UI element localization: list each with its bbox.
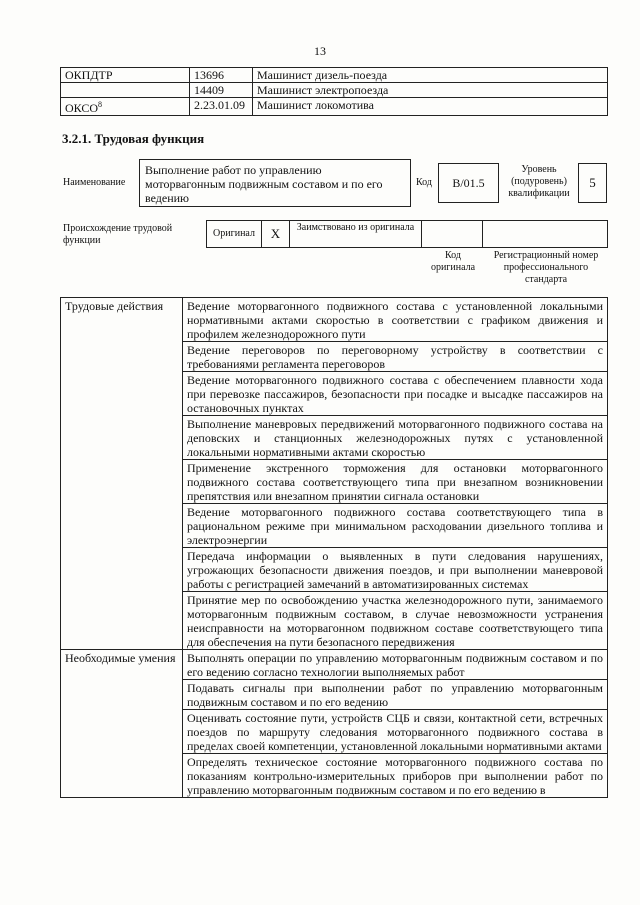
row-item: Принятие мер по освобождению участка железнодорожного пути, занимаемого моторвагонным подвижным составом, в случае невозможности устранения неисправности на моторвагонном подвижном составе соответствующего типа для обеспечения на пути безопасного передвижения: [183, 592, 608, 650]
section-heading: 3.2.1. Трудовая функция: [62, 131, 205, 146]
qualification-level-label: Уровень (подуровень) квалификации: [508, 164, 570, 199]
page-number: 13: [314, 44, 326, 58]
classifier-title: Машинист дизель-поезда: [253, 68, 608, 83]
classifier-code: 14409: [190, 83, 253, 98]
row-item: Применение экстренного торможения для остановки моторвагонного подвижного состава соответствующего типа при внезапном возникновении препятствия или внезапном принятии сигнала остановки: [183, 460, 608, 504]
table-row: [61, 650, 608, 680]
labor-function-table: [60, 297, 608, 798]
row-item: Выполнять операции по управлению моторвагонным подвижным составом и по его ведению согласно технологии выполняемых работ: [183, 650, 608, 680]
row-category: Трудовые действия: [61, 298, 183, 650]
row-item: Выполнение маневровых передвижений моторвагонного подвижного состава на деповских и станционных железнодорожных путях с установленной локальными нормативными актами скоростью: [183, 416, 608, 460]
table-row: [61, 68, 608, 83]
row-item: Подавать сигналы при выполнении работ по управлению моторвагонным подвижным составом и по его ведению: [183, 680, 608, 710]
classifier-name: [61, 83, 190, 98]
footnote-mark: 8: [98, 100, 103, 109]
classifier-code: 2.23.01.09: [190, 98, 253, 116]
qualification-level-value: 5: [578, 163, 607, 203]
reg-number-cell: [482, 220, 608, 248]
table-row: [61, 98, 608, 116]
table-row: [61, 298, 608, 342]
classifier-name-cell: [61, 98, 190, 116]
classifier-code: 13696: [190, 68, 253, 83]
function-code-label: Код: [416, 177, 432, 188]
row-item: Определять техническое состояние моторвагонного подвижного состава по показаниям контрольно-измерительных приборов при выполнении работ по управлению моторвагонным подвижным составом и по его ведению в: [183, 754, 608, 798]
row-item: Ведение моторвагонного подвижного состава с обеспечением плавности хода при перевозке пассажиров, безопасности при посадке и высадке пассажиров на остановочных пунктах: [183, 372, 608, 416]
original-code-cell: [421, 220, 483, 248]
function-name-label: Наименование: [63, 177, 126, 188]
row-item: Ведение переговоров по переговорному устройству в соответствии с требованиями регламента переговоров: [183, 342, 608, 372]
classifier-name: ОКПДТР: [61, 68, 190, 83]
code-origin-label: Код оригинала: [430, 250, 476, 273]
original-label: Оригинал: [206, 220, 262, 248]
borrowed-label: Заимствовано из оригинала: [289, 220, 422, 248]
row-category: Необходимые умения: [61, 650, 183, 798]
classification-table: [60, 67, 608, 116]
classifier-title: Машинист локомотива: [253, 98, 608, 116]
function-code-value: B/01.5: [438, 163, 499, 203]
row-item: Ведение моторвагонного подвижного состава с установленной локальными нормативными актами скоростью в соответствии с графиком движения и профилем железнодорожного пути: [183, 298, 608, 342]
row-item: Передача информации о выявленных в пути следования нарушениях, угрожающих безопасности движения поездов, и при выполнении маневровой работы с регистрацией замечаний в автоматизированных системах: [183, 548, 608, 592]
row-item: Ведение моторвагонного подвижного состава соответствующего типа в рациональном режиме при минимальном расходовании дизельного топлива и электроэнергии: [183, 504, 608, 548]
original-mark: X: [261, 220, 290, 248]
row-item: Оценивать состояние пути, устройств СЦБ и связи, контактной сети, встречных поездов по маршруту следования моторвагонного подвижного состава в пределах своей компетенции, установленной локальными нормативными актами: [183, 710, 608, 754]
function-name-value: Выполнение работ по управлению моторвагонным подвижным составом и по его ведению: [139, 159, 411, 207]
table-row: [61, 83, 608, 98]
classifier-title: Машинист электропоезда: [253, 83, 608, 98]
classifier-name: ОКСО: [65, 101, 99, 115]
reg-number-label: Регистрационный номер профессионального стандарта: [493, 250, 599, 285]
origin-label: Происхождение трудовой функции: [63, 223, 173, 246]
